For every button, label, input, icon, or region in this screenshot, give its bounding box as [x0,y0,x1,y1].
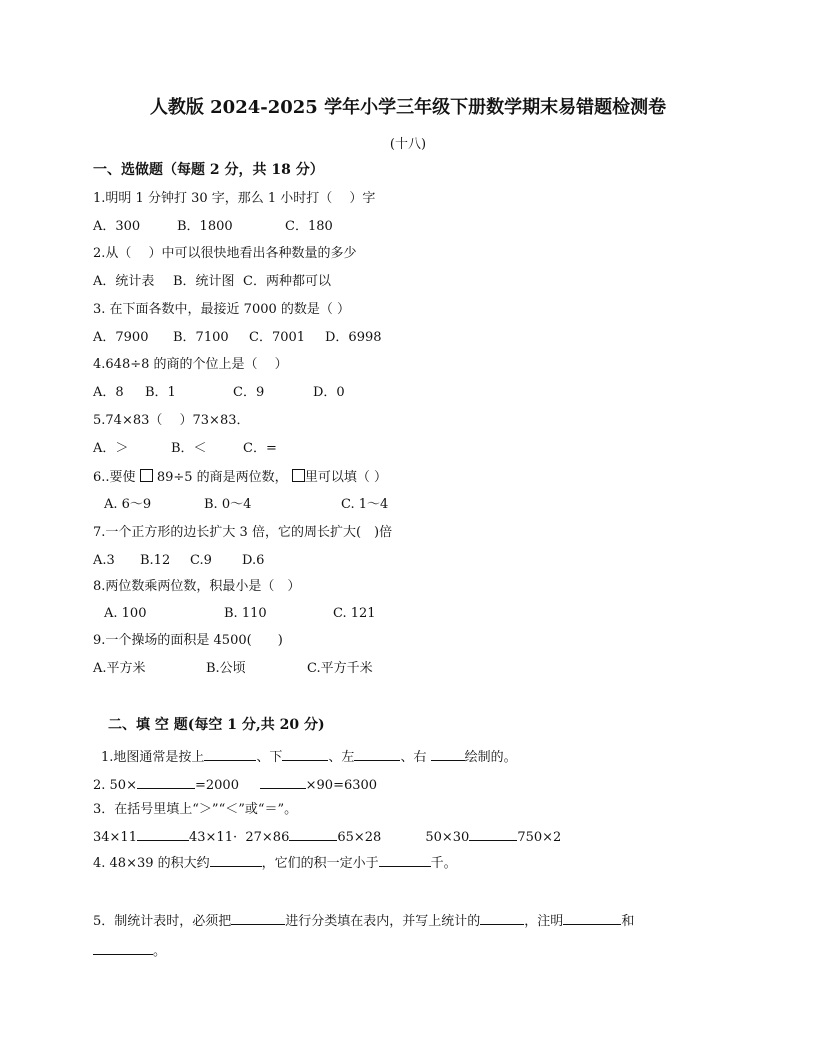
expression: 65×28 [337,830,382,845]
text-segment: =2000 [194,778,239,793]
fill-question-2 [93,776,377,794]
option-b: B．1800 [177,219,233,234]
question-9-options [93,661,373,677]
answer-blank[interactable] [93,942,153,955]
question-8-options [104,606,376,622]
option-b: B.公顷 [206,661,246,676]
option-b: B．＜ [171,441,207,456]
question-9: 9.一个操场的面积是 4500( ) [93,633,283,648]
option-d: D．0 [313,385,345,400]
fill-question-1 [101,748,517,766]
answer-blank[interactable] [469,828,517,841]
text-segment: 1.地图通常是按上 [101,750,205,765]
question-6 [93,469,387,486]
blank-box [140,469,153,482]
option-d: D．6998 [325,330,382,345]
expression: 27×86 [245,830,290,845]
option-c: C．7001 [249,330,306,345]
text-segment: ×90=6300 [305,778,378,793]
text-segment: ，它们的积一定小于 [261,856,379,871]
expression: 43×11· [188,830,238,845]
option-c: C. 1～4 [341,497,389,512]
fill-question-3-expressions [93,828,561,846]
text-segment: 千。 [430,856,457,871]
question-2-options [93,274,331,290]
answer-blank[interactable] [204,748,256,761]
option-b: B．1 [145,385,176,400]
text-segment: 和 [621,914,635,929]
expression: 34×11 [93,830,137,845]
text-segment: 2. 50× [93,778,137,793]
question-7: 7.一个正方形的边长扩大 3 倍，它的周长扩大( )倍 [93,525,393,540]
fill-question-5 [93,912,634,930]
text-segment: 、左 [328,750,355,765]
question-4-options [93,385,345,401]
option-c: C．9 [233,385,265,400]
option-a: A．8 [93,385,124,400]
text-segment: 。 [153,944,167,959]
option-a: A．7900 [93,330,149,345]
option-b: B．统计图 [173,274,235,289]
answer-blank[interactable] [137,776,195,789]
question-8: 8.两位数乘两位数，积最小是（ ） [93,579,301,594]
option-c: C．两种都可以 [243,274,331,289]
answer-blank[interactable] [354,748,400,761]
question-3-options [93,330,382,346]
text-segment: 、下 [256,750,283,765]
text-segment: 进行分类填在表内，并写上统计的 [285,914,481,929]
question-5: 5.74×83（ ）73×83． [93,413,250,428]
answer-blank[interactable] [137,828,189,841]
question-6-mid: 89÷5 的商是两位数， [156,470,288,485]
text-segment: 、右 [400,750,427,765]
option-c: C.9 [190,553,212,568]
answer-blank[interactable] [210,854,262,867]
option-a: A. 6～9 [104,497,152,512]
option-a: A.3 [93,553,115,568]
option-d: D.6 [242,553,265,568]
option-a: A．＞ [93,441,129,456]
answer-blank[interactable] [379,854,431,867]
document-title: 人教版 2024-2025 学年小学三年级下册数学期末易错题检测卷 [149,97,667,118]
answer-blank[interactable] [260,776,306,789]
blank-box [292,469,305,482]
question-5-options [93,441,277,457]
option-c: C.平方千米 [307,661,373,676]
option-b: B. 110 [224,606,267,621]
fill-question-3: 3．在括号里填上“＞”“＜”或“＝”。 [93,802,298,817]
fill-question-5-continued [93,942,166,960]
option-b: B．7100 [173,330,229,345]
option-c: C．= [243,441,277,456]
question-6-options [104,497,388,513]
option-c: C．180 [285,219,333,234]
text-segment: 绘制的。 [464,750,517,765]
question-6-pre: 6..要使 [93,470,136,485]
question-3: 3. 在下面各数中，最接近 7000 的数是（ ） [93,302,351,317]
question-7-options [93,553,264,569]
question-6-post: 里可以填（ ） [304,470,387,485]
answer-blank[interactable] [480,912,524,925]
text-segment: 5．制统计表时，必须把 [93,914,232,929]
text-segment: 4. 48×39 的积大约 [93,856,210,871]
question-4: 4.648÷8 的商的个位上是（ ） [93,357,288,372]
option-b: B. 0～4 [204,497,252,512]
document-subtitle: (十八) [389,137,427,152]
option-b: B.12 [140,553,171,568]
question-1-options [93,219,333,235]
answer-blank[interactable] [289,828,337,841]
option-a: A.平方米 [93,661,146,676]
option-a: A．统计表 [93,274,155,289]
text-segment: ，注明 [524,914,564,929]
answer-blank[interactable] [431,748,465,761]
option-a: A. 100 [104,606,147,621]
fill-question-4 [93,854,457,872]
answer-blank[interactable] [563,912,621,925]
option-c: C. 121 [333,606,376,621]
answer-blank[interactable] [282,748,328,761]
answer-blank[interactable] [231,912,285,925]
section-1-heading: 一、选做题（每题 2 分，共 18 分） [93,162,324,178]
expression: 50×30 [425,830,470,845]
question-2: 2.从（ ）中可以很快地看出各种数量的多少 [93,246,357,261]
option-a: A．300 [93,219,141,234]
expression: 750×2 [517,830,562,845]
question-1: 1.明明 1 分钟打 30 字，那么 1 小时打（ ）字 [93,191,376,206]
section-2-heading: 二、填 空 题(每空 1 分,共 20 分) [108,717,325,733]
